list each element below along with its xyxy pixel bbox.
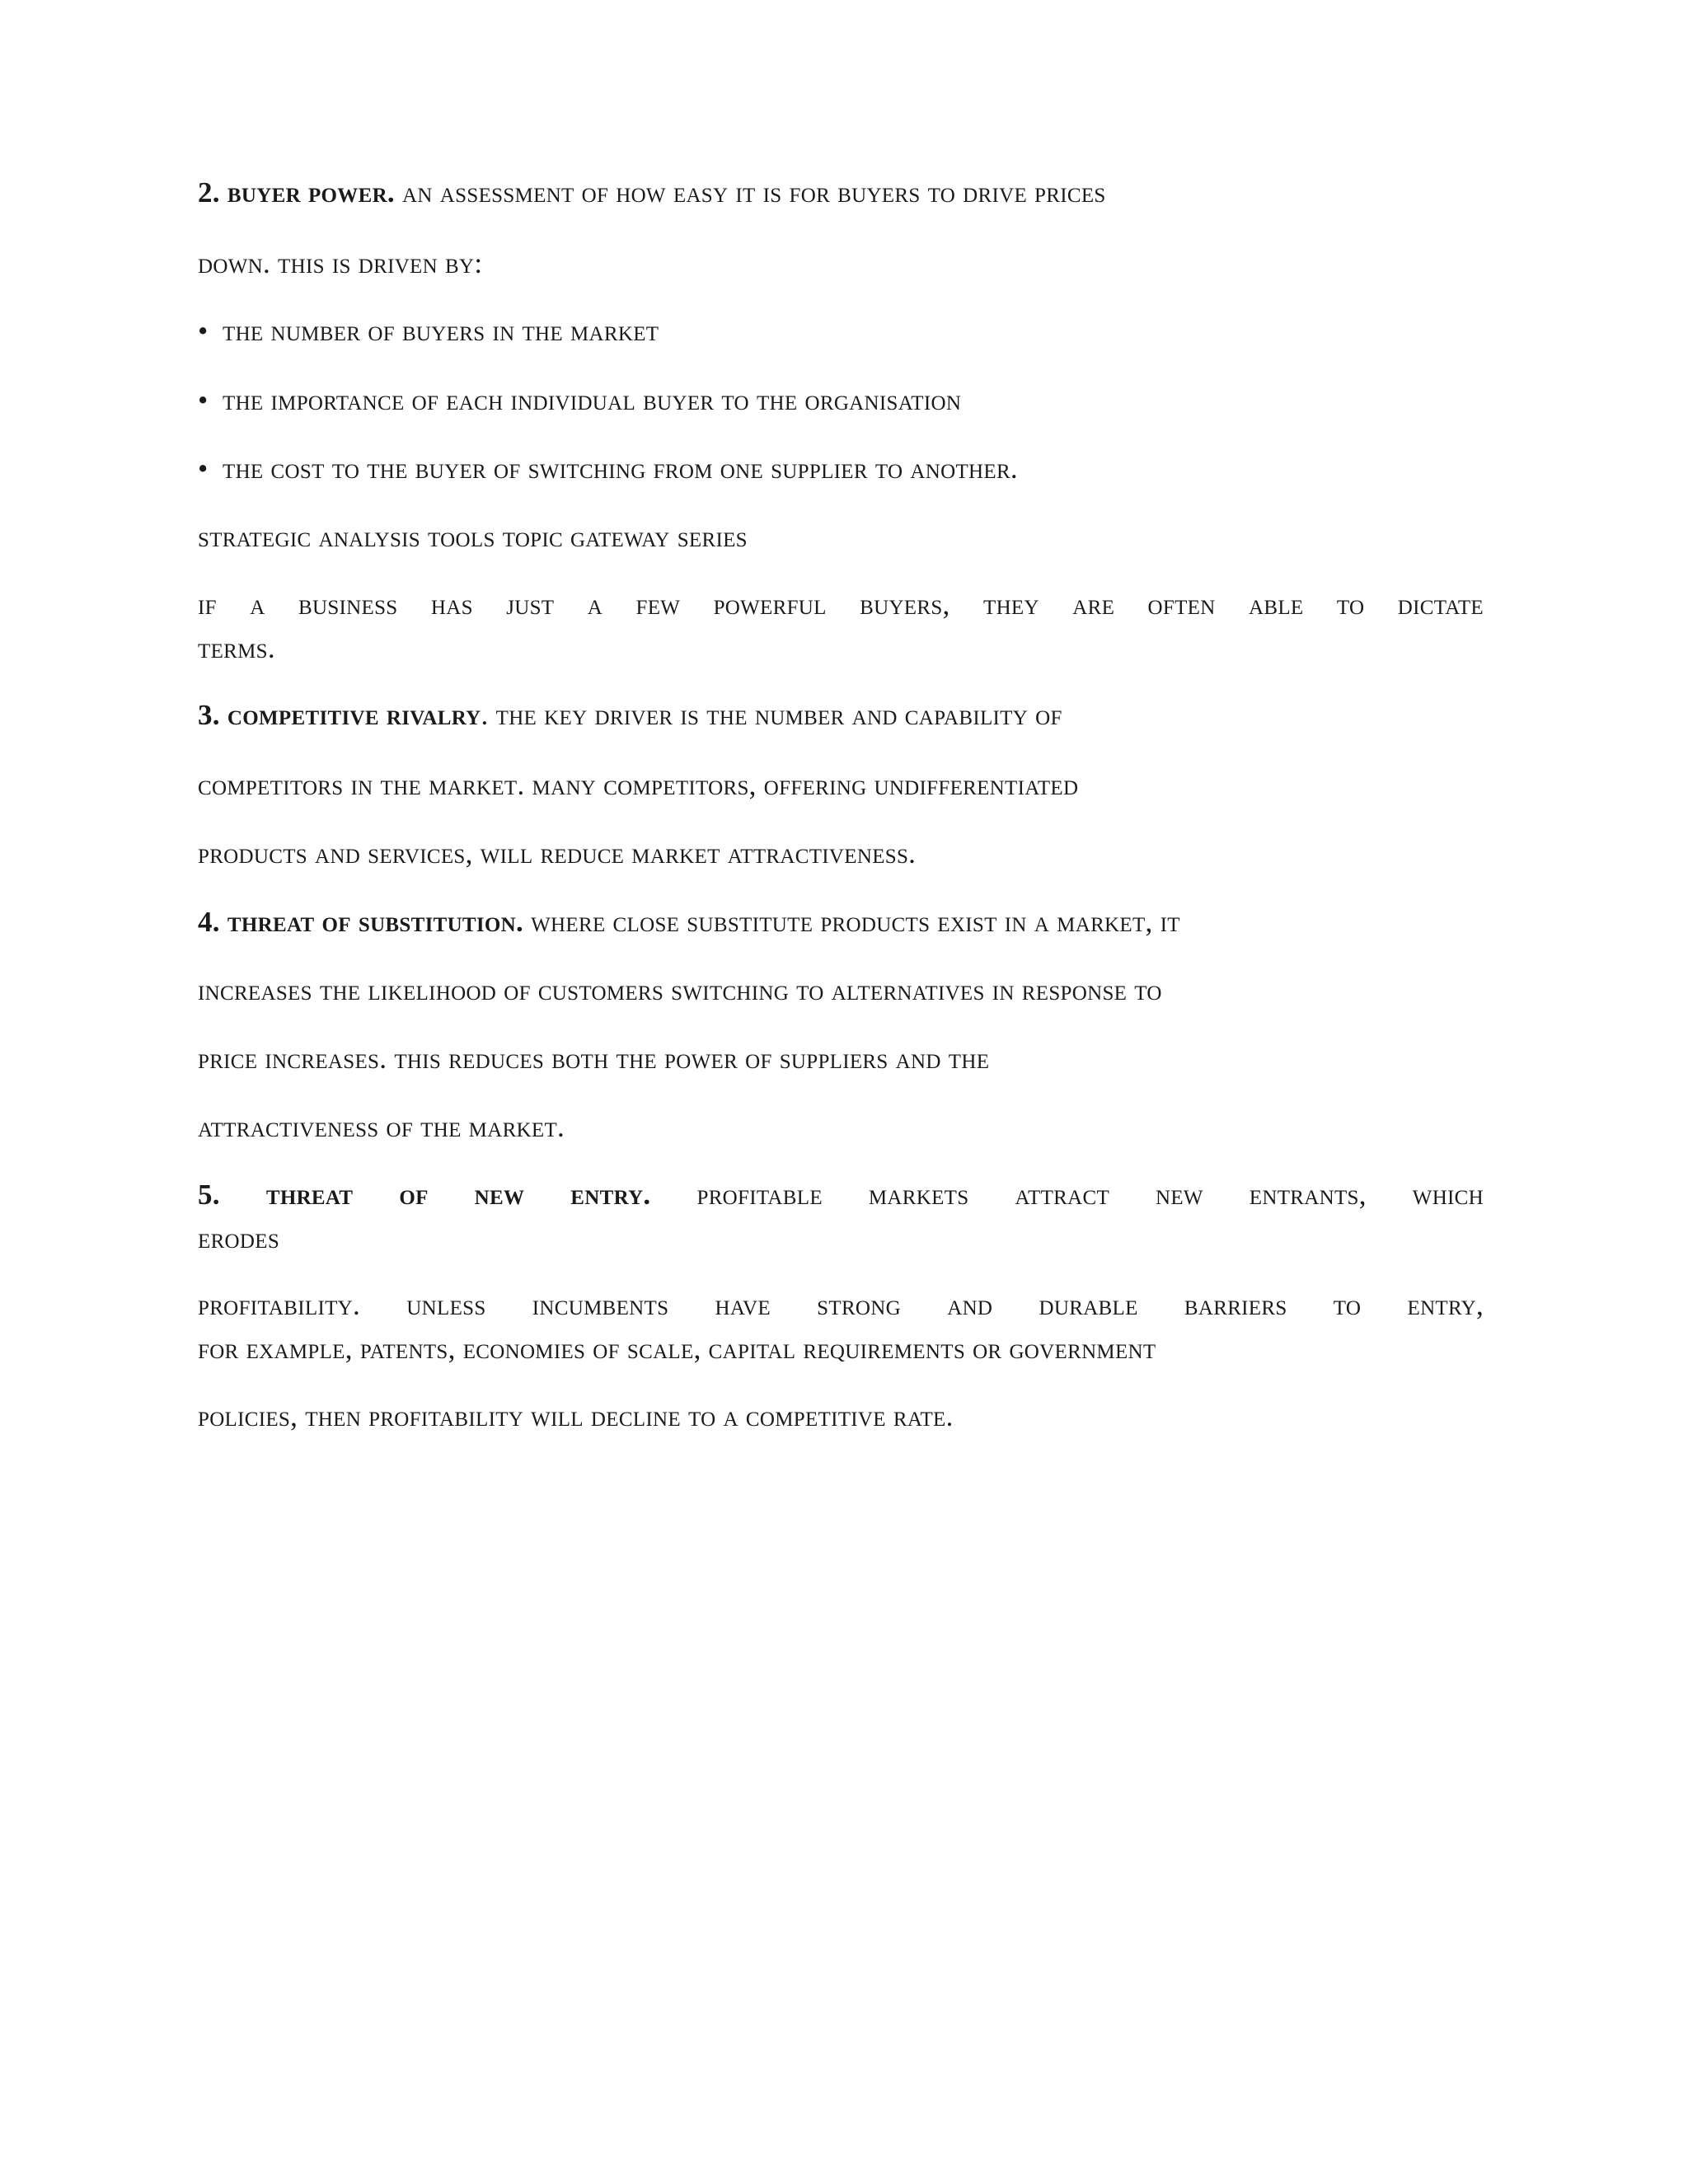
- rivalry-line-1: [198, 697, 1062, 733]
- new-entry-text-1: profitable markets attract new entrants, which: [696, 1179, 1484, 1211]
- bullet-icon: •: [198, 384, 209, 416]
- rivalry-line-3: products and services, will reduce market attractiveness.: [198, 837, 917, 869]
- new-entry-line-4: for example, patents, economies of scale, capital requirements or government: [198, 1333, 1156, 1365]
- section-number: 5.: [198, 1179, 220, 1211]
- few-buyers-line-1: if a business has just a few powerful buyers, they are often able to dictate: [198, 588, 1484, 621]
- rivalry-heading: competitive rivalry: [227, 699, 481, 731]
- substitution-line-4: attractiveness of the market.: [198, 1111, 565, 1143]
- bullet-icon: •: [198, 315, 209, 347]
- rivalry-text-1: . the key driver is the number and capability of: [481, 699, 1062, 731]
- section-number: 2.: [198, 176, 220, 209]
- bullet-item: [198, 382, 961, 419]
- substitution-heading: threat of substitution.: [227, 906, 524, 938]
- buyer-power-text-1: an assessment of how easy it is for buyers to drive prices: [402, 176, 1106, 209]
- new-entry-line-2: erodes: [198, 1222, 280, 1254]
- bullet-text: the cost to the buyer of switching from one supplier to another.: [223, 452, 1018, 485]
- buyer-power-heading: buyer power.: [227, 176, 395, 209]
- bullet-item: [198, 313, 659, 349]
- substitution-line-3: price increases. this reduces both the power of suppliers and the: [198, 1043, 990, 1075]
- rivalry-line-2: competitors in the market. many competitors, offering undifferentiated: [198, 769, 1079, 801]
- series-title: strategic analysis tools topic gateway series: [198, 521, 748, 553]
- section-number: 4.: [198, 906, 220, 938]
- new-entry-line-3: profitability. unless incumbents have strong and durable barriers to entry,: [198, 1289, 1484, 1321]
- bullet-icon: •: [198, 452, 209, 485]
- bullet-text: the number of buyers in the market: [223, 315, 659, 347]
- new-entry-line-5: policies, then profitability will decline to a competitive rate.: [198, 1400, 954, 1432]
- buyer-power-line-1: [198, 175, 1106, 211]
- substitution-line-2: increases the likelihood of customers switching to alternatives in response to: [198, 974, 1162, 1006]
- substitution-text-1: where close substitute products exist in a market, it: [523, 906, 1180, 938]
- buyer-power-line-2: down. this is driven by:: [198, 247, 483, 279]
- few-buyers-line-2: terms.: [198, 632, 275, 664]
- section-number: 3.: [198, 699, 220, 731]
- bullet-text: the importance of each individual buyer to the organisation: [223, 384, 962, 416]
- new-entry-heading: threat of new entry.: [265, 1179, 651, 1211]
- substitution-line-1: [198, 904, 1180, 940]
- bullet-item: [198, 451, 1018, 487]
- new-entry-line-1: [198, 1177, 1484, 1213]
